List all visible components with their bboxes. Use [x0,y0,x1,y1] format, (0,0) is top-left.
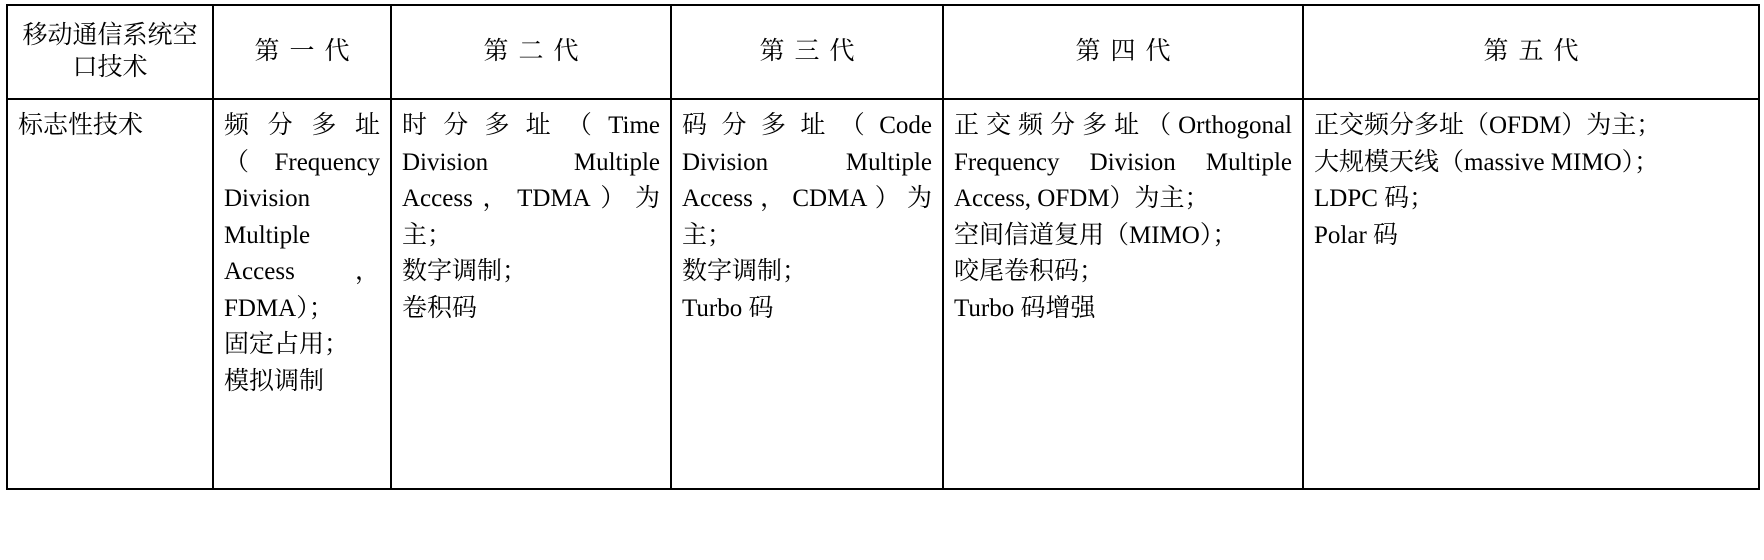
cell-gen-4-tech [943,99,1303,489]
cell-line: Polar 码 [1314,221,1399,249]
cell-line: 频分多址（Frequency Division Multiple Access，FDMA）； [224,112,380,322]
cell-line: 空间信道复用（MIMO）； [954,221,1238,249]
header-cell-gen-1: 第一代 [213,5,391,99]
header-cell-gen-5: 第五代 [1303,5,1759,99]
header-cell-gen-3: 第三代 [671,5,943,99]
cell-line: 大规模天线（massive MIMO）； [1314,148,1660,176]
header-cell-technology: 移动通信系统空口技术 [7,5,213,99]
cell-line: Turbo 码 [682,294,774,322]
cell-line: Turbo 码增强 [954,294,1096,322]
table-header-row [7,5,1759,99]
cell-line: 模拟调制 [224,367,325,395]
cell-line: 时分多址（Time Division Multiple Access，TDMA）为主； [402,112,660,249]
cell-gen-3-tech [671,99,943,489]
cell-gen-5-tech [1303,99,1759,489]
cell-line: 咬尾卷积码； [954,258,1105,285]
cell-line: 正交频分多址（OFDM）为主； [1314,112,1662,139]
cell-gen-2-tech [391,99,671,489]
header-cell-gen-4: 第四代 [943,5,1303,99]
cell-line: 数字调制； [402,258,528,285]
cell-line: 卷积码 [402,294,478,322]
header-cell-gen-2: 第二代 [391,5,671,99]
cell-line: 数字调制； [682,258,808,285]
cell-line: 固定占用； [224,331,350,358]
cell-gen-1-tech [213,99,391,489]
row-label-signature-tech: 标志性技术 [7,99,213,489]
cell-line: LDPC 码； [1314,185,1435,212]
spec-table [6,4,1760,490]
cell-line: 码分多址（Code Division Multiple Access，CDMA）为主； [682,112,932,249]
table-row [7,99,1759,489]
cell-line: 正交频分多址（Orthogonal Frequency Division Multiple Access, OFDM）为主； [954,112,1292,212]
